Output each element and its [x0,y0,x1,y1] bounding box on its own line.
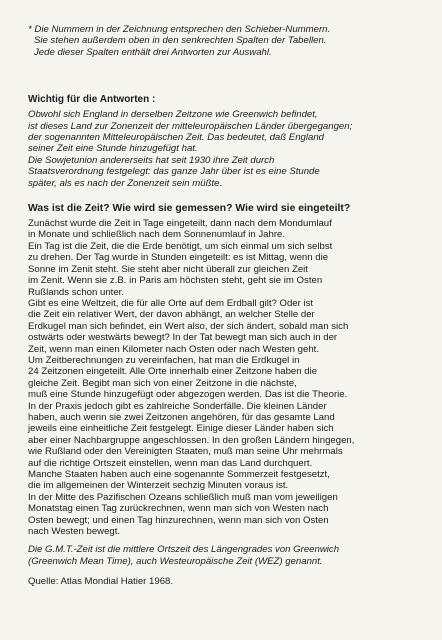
body-line: Monatstag einen Tag zurückrechnen, wenn man sich von Westen nach [28,503,329,515]
gmt-line: Die G.M.T.-Zeit ist die mittlere Ortszeit des Längengrades von Greenwich [28,544,340,556]
footnote-line: * Die Nummern in der Zeichnung entsprechen den Schieber-Nummern. [28,24,331,35]
body-line: zu drehen. Der Tag wurde in Stunden eingeteilt: es ist Mittag, wenn die [28,252,329,264]
body-line: aber einer Nachbargruppe angeschlossen. In den großen Ländern hingegen, [28,434,355,446]
answers-heading: Wichtig für die Antworten : [28,94,156,106]
source-citation: Quelle: Atlas Mondial Hatier 1968. [28,576,174,588]
body-line: im Zenit. Wenn sie z.B. in Paris am höchsten steht, geht sie im Osten [28,275,323,287]
body-line: auf die richtige Ortszeit einstellen, wenn man das Land durchquert. [28,457,313,469]
body-line: in Monate und schließlich nach dem Sonnenumlauf in Jahre. [28,229,286,241]
body-line: ostwärts oder westwärts bewegt? In der Tat bewegt man sich auch in der [28,332,338,344]
body-line: In der Mitte des Pazifischen Ozeans schließlich muß man vom jeweiligen [28,491,338,503]
answers-line: ist dieses Land zur Zonenzeit der mitteleuropäischen Länder übergegangen; [28,120,353,132]
body-line: Gibt es eine Weltzeit, die für alle Orte auf dem Erdball gilt? Oder ist [28,297,314,309]
body-line: nach Westen bewegt. [28,526,121,538]
footnote-line: Jede dieser Spalten enthält drei Antworten zur Auswahl. [34,46,272,58]
gmt-note [28,544,416,567]
body-line: 24 Zeitzonen eingeteilt. Alle Orte innerhalb einer Zeitzone haben die [28,366,318,378]
answers-line: Obwohl sich England in derselben Zeitzone wie Greenwich befindet, [28,109,318,121]
body-line: Zeit, wenn man einen Kilometer nach Osten oder nach Westen geht. [28,343,319,355]
body-line: Erdkugel man sich befindet, ein Wert also, der sich ändert, sobald man sich [28,320,349,332]
body-line: haben, auch wenn sie zwei Zeitzonen angehören, für das gesamte Land [28,411,335,423]
question-heading: Was ist die Zeit? Wie wird sie gemessen? Wie wird sie eingeteilt? [28,203,351,215]
body-line: Manche Staaten haben auch eine sogenannte Sommerzeit festgesetzt, [28,469,330,480]
body-line: jeweils eine einheitliche Zeit festgelegt. Einige dieser Länder haben sich [28,423,334,435]
body-line: Osten bewegt; und einen Tag hinzurechnen, wenn man sich von Osten [28,514,329,526]
body-line: die im allgemeinen der Winterzeit sechzig Minuten voraus ist. [28,480,289,492]
footnote-line: Sie stehen außerdem oben in den senkrechten Spalten der Tabellen. [34,35,327,47]
gmt-line: (Greenwich Mean Time), auch Westeuropäische Zeit (WEZ) genannt. [28,555,323,567]
body-line: In der Praxis jedoch gibt es zahlreiche Sonderfälle. Die kleinen Länder [28,400,327,412]
answers-line: der sogenannten Mitteleuropäischen Zeit. Das bedeutet, daß England [28,132,325,144]
body-line: muß eine Stunde hinzugefügt oder abgezogen werden. Das ist die Theorie. [28,389,348,401]
answers-block [28,109,416,189]
body-line: Ein Tag ist die Zeit, die die Erde benötigt, um sich einmal um sich selbst [28,240,333,252]
answers-line: später, als es nach der Zonenzeit sein müßte. [28,177,223,189]
body-line: gleiche Zeit. Begibt man sich von einer Zeitzone in die nächste, [28,377,297,389]
body-line: die Zeit ein relativer Wert, der davon abhängt, an welcher Stelle der [28,309,315,321]
body-line: Zunächst wurde die Zeit in Tage eingeteilt, dann nach dem Mondumlauf [28,218,332,230]
answers-line: Die Sowjetunion andererseits hat seit 1930 ihre Zeit durch [28,154,275,166]
answers-line: seiner Zeit eine Stunde hinzugefügt hat. [28,143,198,155]
answers-line: Staatsverordnung festgelegt: das ganze Jahr über ist es eine Stunde [28,166,320,178]
body-line: Sonne im Zenit steht. Sie steht aber nicht überall zur gleichen Zeit [28,263,308,275]
question-body [28,218,416,537]
body-line: Rußlands schon unter. [28,286,124,298]
footnote-block [28,24,416,58]
body-line: wie Rußland oder den Vereinigten Staaten, muß man seine Uhr mehrmals [28,446,343,458]
body-line: Um Zeitberechnungen zu vereinfachen, hat man die Erdkugel in [28,354,300,366]
